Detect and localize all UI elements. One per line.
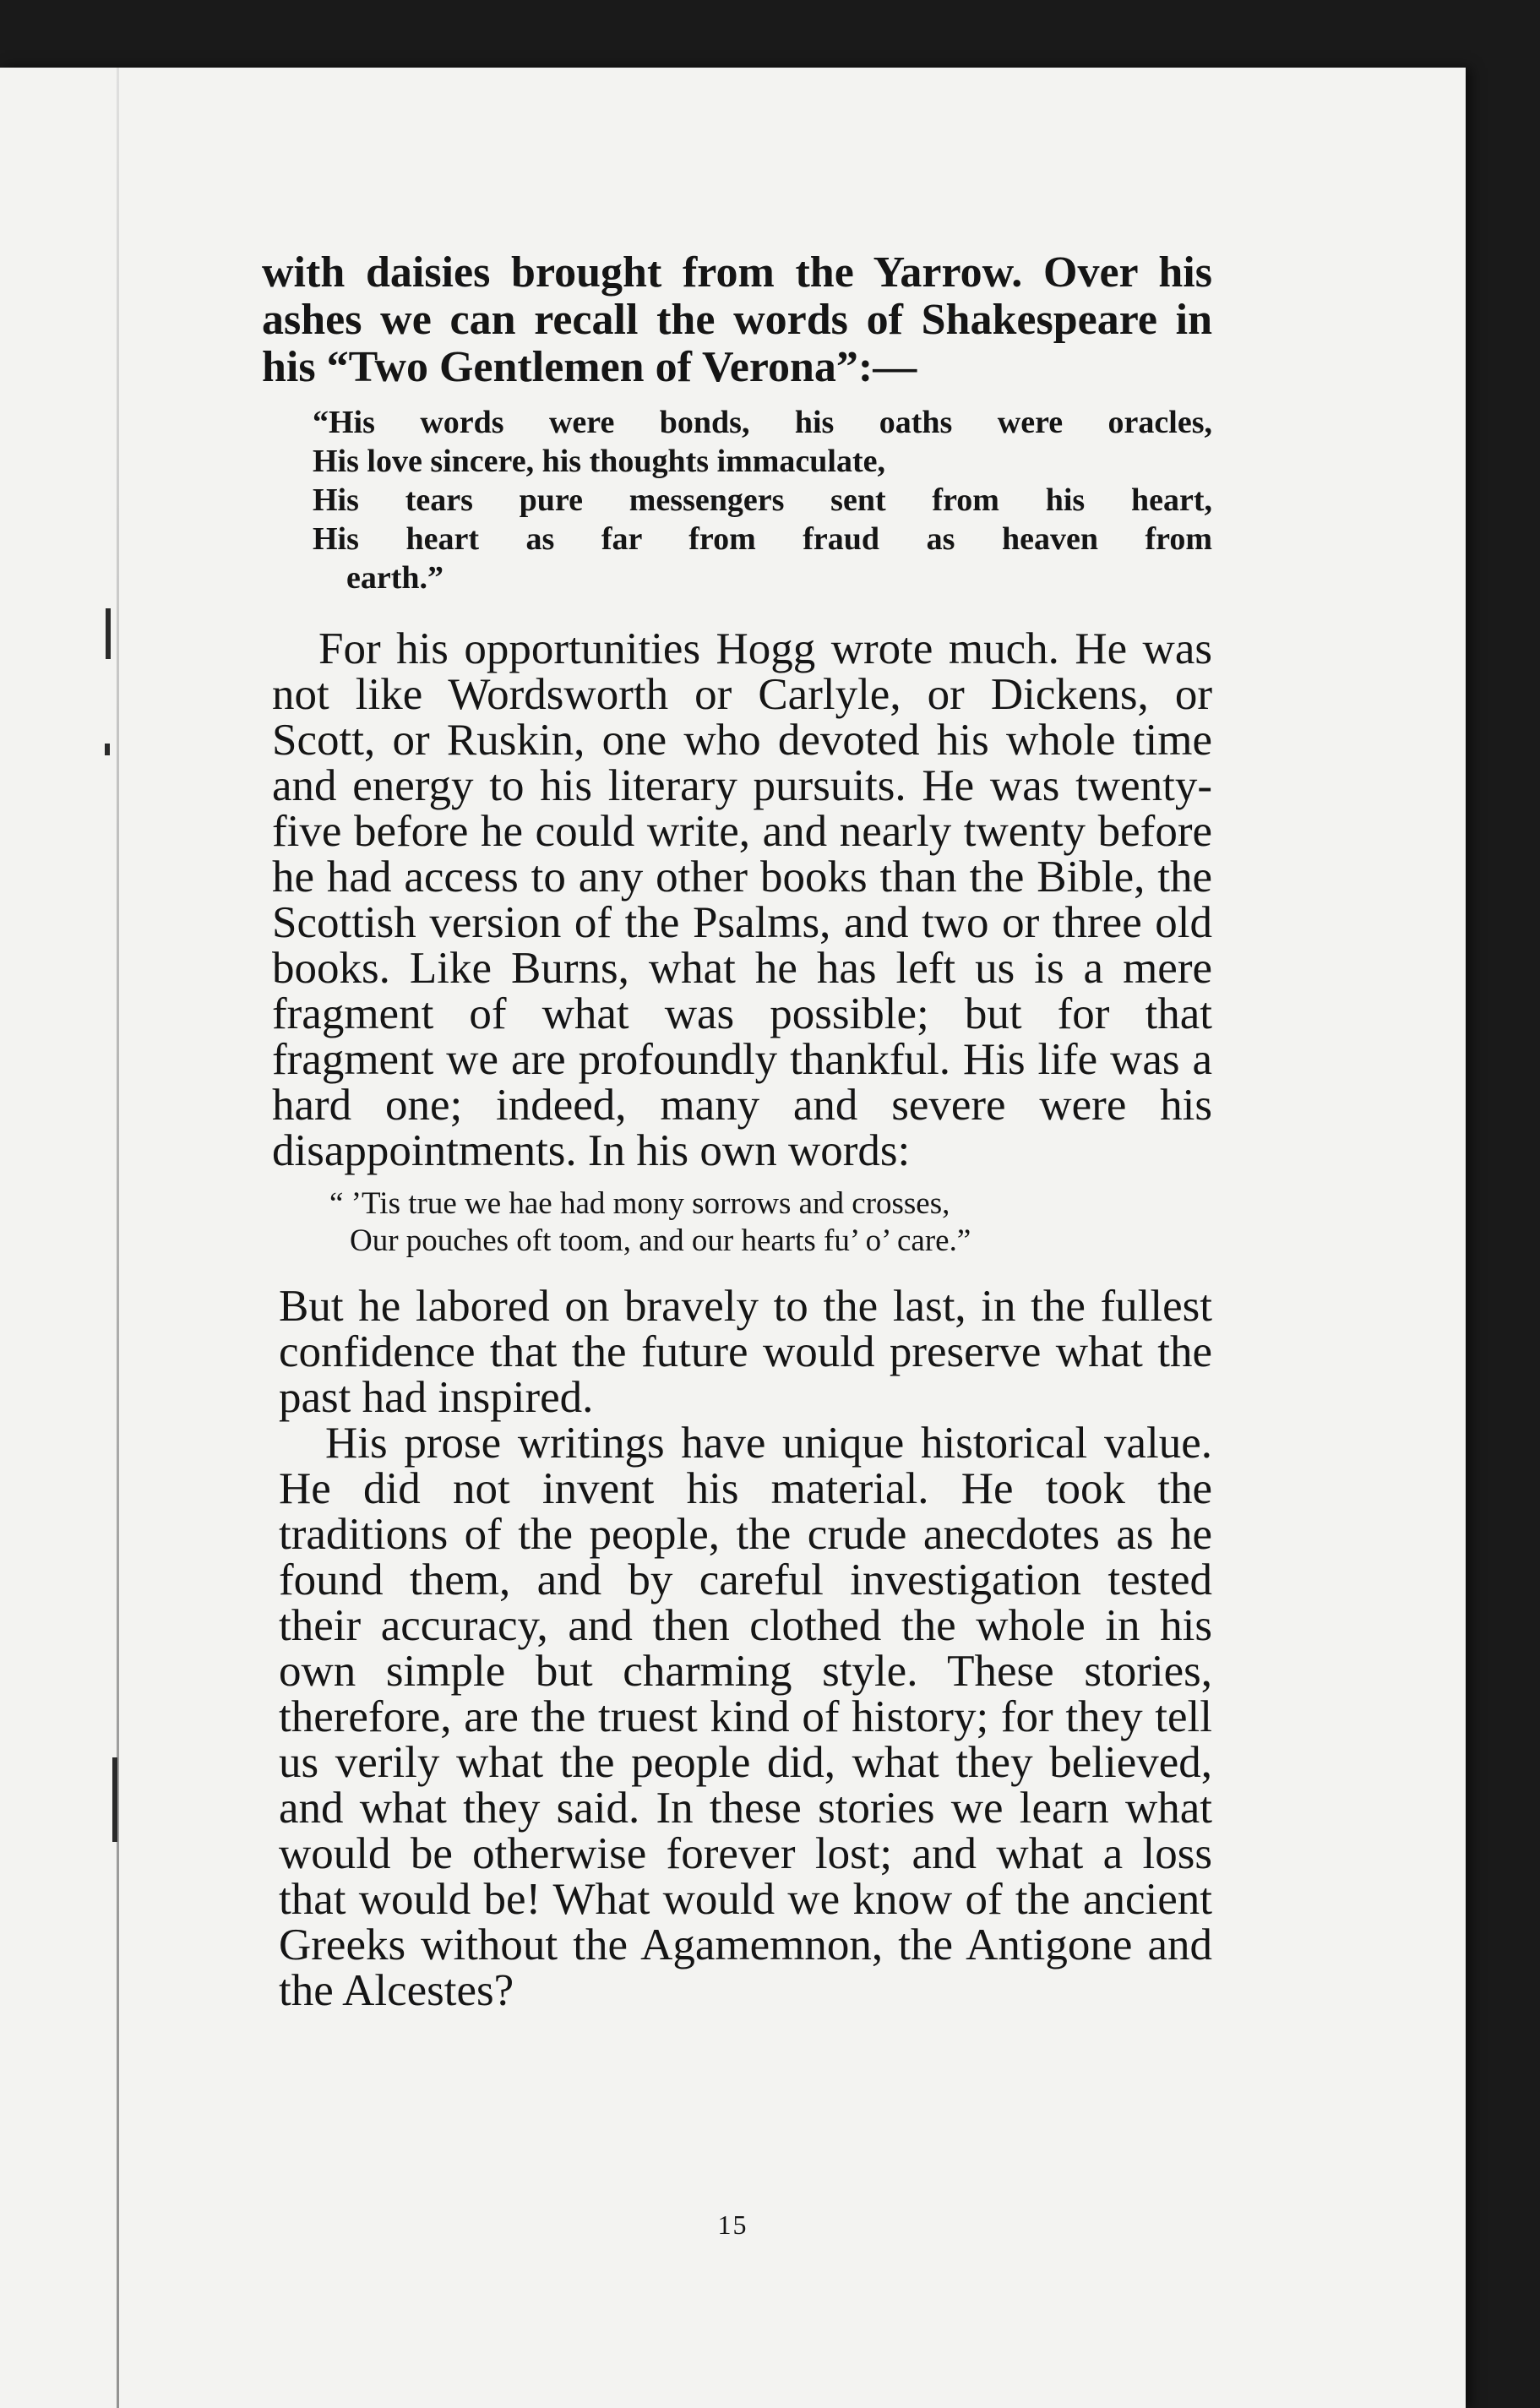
book-page <box>0 68 1466 2408</box>
margin-mark-upper-dot <box>105 744 110 755</box>
quote-line: “His words were bonds, his oaths were oracles, <box>313 405 1212 440</box>
page-gutter-line <box>117 68 119 2408</box>
margin-mark-upper <box>106 608 111 659</box>
intro-paragraph: with daisies brought from the Yarrow. Over his ashes we can recall the words of Shakespeare in his “Two Gentlemen of Verona”:— <box>262 248 1212 391</box>
paragraph-prose-writings: His prose writings have unique historical value. He did not invent his material. He took the traditions of the people, the crude anecdotes as he found them, and by careful investigation tested their accuracy, and then clothed the whole in his own simple but charming style. These stories, therefore, are the truest kind of history; for they tell us verily what the people did, what they believed, and what they said. In these stories we learn what would be otherwise forever lost; and what a loss that would be! What would we know of the ancient Greeks without the Agamemnon, the Antigone and the Alcestes? <box>279 1419 1212 2015</box>
quote-line: His heart as far from fraud as heaven from <box>313 521 1212 557</box>
shakespeare-quote <box>313 403 1212 597</box>
paragraph-opportunities: For his opportunities Hogg wrote much. He was not like Wordsworth or Carlyle, or Dickens, or Scott, or Ruskin, one who devoted his whole time and energy to his literary pursuits. He was twenty-five before he could write, and nearly twenty before he had access to any other books than the Bible, the Scottish version of the Psalms, and two or three old books. Like Burns, what he has left us is a mere fragment of what was possible; but for that fragment we are profoundly thankful. His life was a hard one; indeed, many and severe were his disappointments. In his own words: <box>272 624 1212 1175</box>
page-text <box>262 249 1212 2013</box>
margin-mark-lower <box>112 1757 117 1842</box>
paragraph-labored: But he labored on bravely to the last, in the fullest confidence that the future would preserve what the past had inspired. <box>279 1282 1212 1422</box>
quote-line: earth.” <box>346 560 444 596</box>
quote-line: His love sincere, his thoughts immaculate, <box>313 444 886 479</box>
hogg-quote <box>329 1185 1212 1260</box>
quote-line: His tears pure messengers sent from his heart, <box>313 482 1212 518</box>
page-number: 15 <box>717 2209 748 2240</box>
quote-line: “ ’Tis true we hae had mony sorrows and crosses, <box>329 1186 950 1221</box>
quote-line: Our pouches oft toom, and our hearts fu’ o’ care.” <box>350 1223 971 1258</box>
